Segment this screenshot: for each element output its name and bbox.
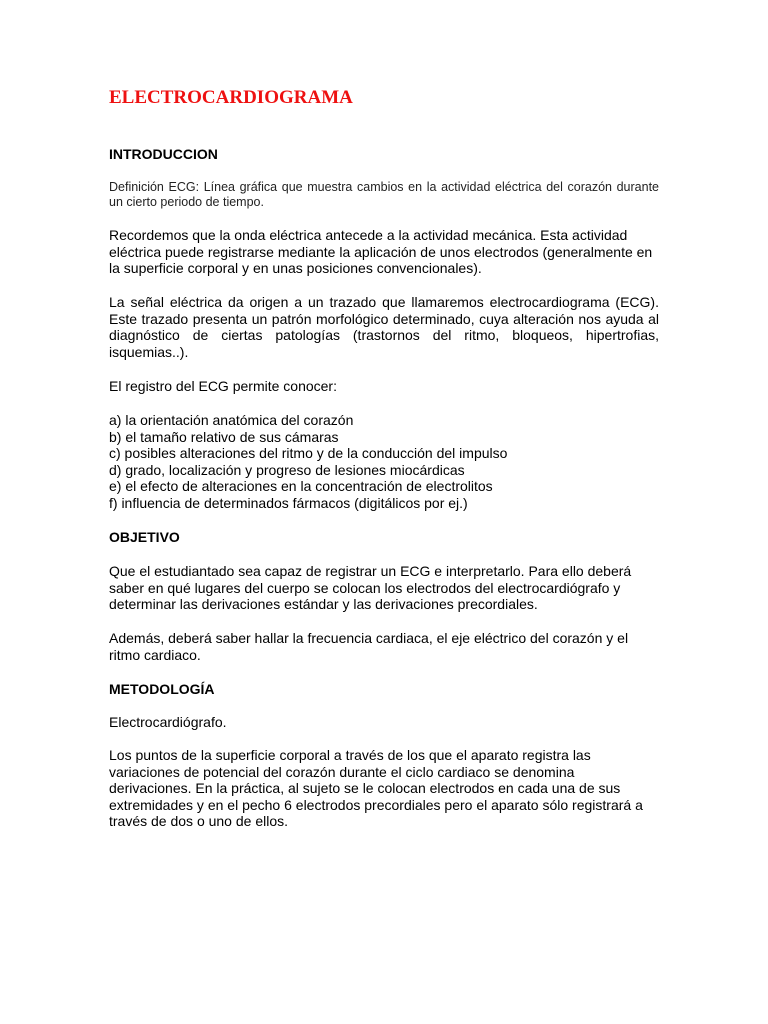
ecg-uses-list — [109, 412, 659, 512]
list-item: f) influencia de determinados fármacos (digitálicos por ej.) — [109, 494, 468, 511]
objetivo-paragraph-1: Que el estudiantado sea capaz de registrar un ECG e interpretarlo. Para ello deberá saber en qué lugares del cuerpo se colocan los electrodos del electrocardiógrafo y determinar las derivaciones estándar y las derivaciones precordiales. — [109, 563, 632, 613]
heading-introduccion: INTRODUCCION — [109, 146, 218, 162]
metodologia-paragraph-2: Los puntos de la superficie corporal a través de los que el aparato registra las variaciones de potencial del corazón durante el ciclo cardiaco se denomina derivaciones. En la práctica, al sujeto se le colocan electrodos en cada una de sus extremidades y en el pecho 6 electrodos precordiales pero el aparato sólo registrará a través de dos o uno de ellos. — [109, 747, 643, 830]
intro-paragraph-3: El registro del ECG permite conocer: — [109, 378, 337, 394]
intro-paragraph-1: Recordemos que la onda eléctrica antecede a la actividad mecánica. Esta actividad eléctrica puede registrarse mediante la aplicación de unos electrodos (generalmente en la superficie corporal y en unas posiciones convencionales). — [109, 227, 653, 277]
metodologia-paragraph-1: Electrocardiógrafo. — [109, 714, 227, 730]
list-item: a) la orientación anatómica del corazón — [109, 412, 354, 428]
definition-paragraph: Definición ECG: Línea gráfica que muestra cambios en la actividad eléctrica del corazón durante un cierto periodo de tiempo. — [109, 180, 659, 209]
intro-paragraph-2: La señal eléctrica da origen a un trazado que llamaremos electrocardiograma (ECG). Este trazado presenta un patrón morfológico determinado, cuya alteración nos ayuda al diagnóstico de ciertas patologías (trastornos del ritmo, bloqueos, hipertrofias, isquemias..). — [109, 294, 659, 360]
list-item: c) posibles alteraciones del ritmo y de la conducción del impulso — [109, 445, 508, 462]
list-item: e) el efecto de alteraciones en la concentración de electrolitos — [109, 478, 493, 495]
list-item: b) el tamaño relativo de sus cámaras — [109, 428, 339, 445]
heading-objetivo: OBJETIVO — [109, 529, 180, 545]
objetivo-paragraph-2: Además, deberá saber hallar la frecuencia cardiaca, el eje eléctrico del corazón y el ritmo cardiaco. — [109, 630, 629, 663]
document-title: ELECTROCARDIOGRAMA — [109, 87, 353, 108]
list-item: d) grado, localización y progreso de lesiones miocárdicas — [109, 461, 465, 478]
heading-metodologia: METODOLOGÍA — [109, 681, 215, 697]
